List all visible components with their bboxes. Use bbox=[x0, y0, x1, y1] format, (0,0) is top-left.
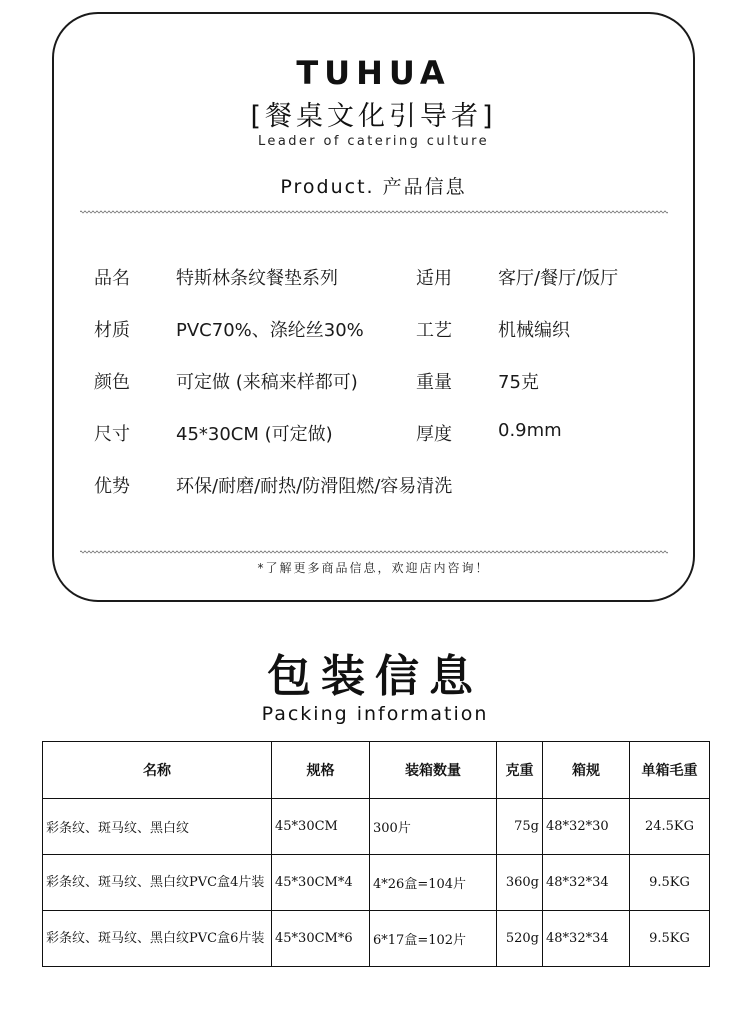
header-spec: 规格 bbox=[272, 742, 370, 799]
product-section-title: Product. 产品信息 bbox=[280, 176, 467, 198]
spec-value-craft: 机械编织 bbox=[498, 320, 570, 341]
spec-value-weight: 75克 bbox=[498, 372, 539, 393]
cell-box-size: 48*32*34 bbox=[543, 911, 630, 967]
header-box-quantity: 装箱数量 bbox=[370, 742, 497, 799]
table-row bbox=[43, 799, 710, 855]
spec-label-thickness: 厚度 bbox=[416, 424, 452, 445]
cell-spec: 45*30CM*4 bbox=[272, 855, 370, 911]
header-gross-weight: 单箱毛重 bbox=[630, 742, 710, 799]
cell-gross-weight: 9.5KG bbox=[630, 911, 710, 967]
cell-name: 彩条纹、斑马纹、黑白纹PVC盒6片装 bbox=[43, 911, 272, 967]
spec-row-material-craft bbox=[94, 316, 654, 342]
header-box-size: 箱规 bbox=[543, 742, 630, 799]
spec-value-thickness: 0.9mm bbox=[498, 420, 562, 441]
spec-label-advantages: 优势 bbox=[94, 476, 130, 497]
brand-slogan: [餐桌文化引导者] bbox=[250, 101, 497, 132]
spec-value-advantages: 环保/耐磨/耐热/防滑阻燃/容易清洗 bbox=[176, 476, 453, 497]
inquiry-note: *了解更多商品信息，欢迎店内咨询！ bbox=[257, 561, 490, 575]
cell-box-quantity: 300片 bbox=[370, 799, 497, 855]
product-info-card bbox=[52, 12, 695, 602]
cell-box-quantity: 6*17盒=102片 bbox=[370, 911, 497, 967]
spec-row-name-usage bbox=[94, 264, 654, 290]
spec-label-name: 品名 bbox=[94, 268, 130, 289]
cell-gram-weight: 75g bbox=[497, 799, 543, 855]
spec-value-color: 可定做 (来稿来样都可) bbox=[176, 372, 358, 393]
spec-value-name: 特斯林条纹餐垫系列 bbox=[176, 268, 338, 289]
spec-value-usage: 客厅/餐厅/饭厅 bbox=[498, 268, 619, 289]
cell-spec: 45*30CM bbox=[272, 799, 370, 855]
cell-name: 彩条纹、斑马纹、黑白纹 bbox=[43, 799, 272, 855]
cell-name: 彩条纹、斑马纹、黑白纹PVC盒4片装 bbox=[43, 855, 272, 911]
header-gram-weight: 克重 bbox=[497, 742, 543, 799]
spec-row-size-thickness bbox=[94, 420, 654, 446]
cell-gram-weight: 520g bbox=[497, 911, 543, 967]
spec-label-usage: 适用 bbox=[416, 268, 452, 289]
spec-label-craft: 工艺 bbox=[416, 320, 452, 341]
header-name: 名称 bbox=[43, 742, 272, 799]
cell-box-size: 48*32*30 bbox=[543, 799, 630, 855]
spec-row-advantages bbox=[94, 472, 654, 498]
spec-row-color-weight bbox=[94, 368, 654, 394]
cell-spec: 45*30CM*6 bbox=[272, 911, 370, 967]
brand-slogan-english: Leader of catering culture bbox=[258, 134, 489, 149]
packing-table-header-row bbox=[43, 742, 710, 799]
spec-label-size: 尺寸 bbox=[94, 424, 130, 445]
cell-gross-weight: 24.5KG bbox=[630, 799, 710, 855]
wavy-divider-bottom bbox=[80, 549, 668, 555]
spec-label-material: 材质 bbox=[94, 320, 130, 341]
packing-subtitle: Packing information bbox=[261, 703, 489, 725]
spec-value-material: PVC70%、涤纶丝30% bbox=[176, 320, 364, 341]
table-row bbox=[43, 911, 710, 967]
brand-logo: TUHUA bbox=[296, 54, 451, 92]
packing-title: 包装信息 bbox=[267, 651, 483, 702]
spec-label-color: 颜色 bbox=[94, 372, 130, 393]
table-row bbox=[43, 855, 710, 911]
cell-gram-weight: 360g bbox=[497, 855, 543, 911]
cell-box-quantity: 4*26盒=104片 bbox=[370, 855, 497, 911]
packing-table bbox=[42, 741, 710, 967]
spec-value-size: 45*30CM (可定做) bbox=[176, 424, 333, 445]
cell-gross-weight: 9.5KG bbox=[630, 855, 710, 911]
wavy-divider-top bbox=[80, 209, 668, 215]
cell-box-size: 48*32*34 bbox=[543, 855, 630, 911]
spec-label-weight: 重量 bbox=[416, 372, 452, 393]
